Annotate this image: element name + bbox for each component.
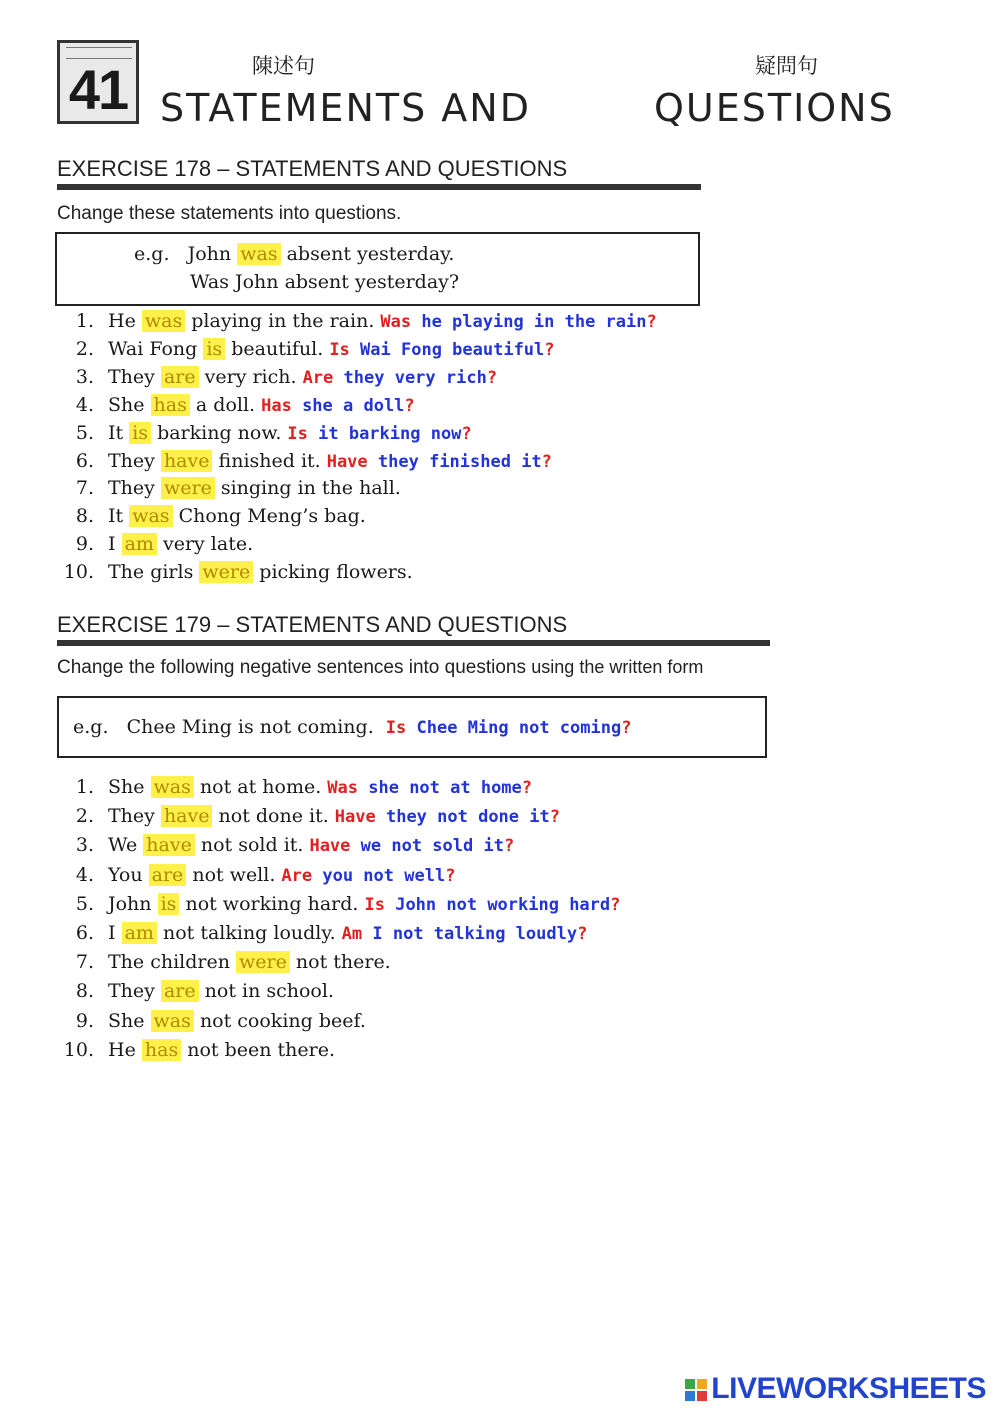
item-answer xyxy=(327,452,552,472)
example-rest: absent yesterday. xyxy=(286,243,455,265)
list-item xyxy=(58,1010,366,1038)
liveworksheets-logo xyxy=(685,1372,986,1406)
item-number: 1. xyxy=(75,776,94,798)
item-rest: barking now. xyxy=(157,421,282,444)
chinese-label-question: 疑問句 xyxy=(755,54,818,78)
list-item xyxy=(58,338,555,366)
item-verb-highlight: are xyxy=(161,980,199,1002)
exercise-178-example-box xyxy=(55,232,700,306)
list-item xyxy=(58,834,514,862)
item-subject: She xyxy=(108,1009,145,1032)
liveworksheets-brand: LIVEWORKSHEETS xyxy=(711,1372,986,1405)
item-rest: picking flowers. xyxy=(259,561,413,584)
item-number: 2. xyxy=(75,805,94,828)
item-verb-highlight: was xyxy=(151,776,194,798)
list-item xyxy=(58,951,391,979)
list-item xyxy=(58,922,587,950)
answer-question-mark: ? xyxy=(544,339,555,360)
item-subject: Wai Fong xyxy=(108,337,198,360)
example-verb-highlight: was xyxy=(237,243,280,265)
item-answer xyxy=(287,424,471,444)
item-answer xyxy=(281,866,455,886)
answer-verb: Have xyxy=(326,451,368,472)
item-statement xyxy=(108,980,334,1002)
item-answer xyxy=(364,895,620,915)
answer-question-mark: ? xyxy=(541,451,552,472)
item-number: 5. xyxy=(75,892,94,915)
item-number: 7. xyxy=(75,477,94,500)
example-179-label: e.g. xyxy=(73,716,109,738)
item-subject: We xyxy=(108,834,138,857)
list-item xyxy=(58,864,455,892)
answer-verb: Has xyxy=(261,395,292,416)
example-label: e.g. xyxy=(134,243,170,265)
item-number: 6. xyxy=(75,449,94,472)
item-rest: not in school. xyxy=(204,980,334,1003)
item-verb-highlight: were xyxy=(236,951,290,973)
item-rest: not there. xyxy=(295,951,391,974)
item-statement xyxy=(108,366,297,388)
list-item xyxy=(58,366,497,394)
answer-verb: Was xyxy=(380,312,412,332)
item-subject: He xyxy=(108,310,136,332)
item-statement xyxy=(108,310,374,332)
item-verb-highlight: are xyxy=(161,366,199,388)
answer-verb: Are xyxy=(302,367,334,388)
item-answer xyxy=(261,396,415,416)
item-subject: She xyxy=(108,393,145,416)
item-statement xyxy=(108,805,329,827)
list-item xyxy=(58,805,560,833)
answer-body: I not talking loudly xyxy=(372,924,578,944)
list-item xyxy=(58,893,620,921)
item-verb-highlight: am xyxy=(122,922,157,944)
item-number: 7. xyxy=(75,951,94,974)
item-number: 8. xyxy=(75,505,94,528)
item-statement xyxy=(108,776,321,798)
item-rest: not been there. xyxy=(187,1038,336,1061)
answer-question-mark: ? xyxy=(549,807,560,828)
item-number: 10. xyxy=(63,1038,94,1061)
exercise-179-instruction xyxy=(57,657,703,679)
item-answer xyxy=(329,340,554,360)
list-item xyxy=(58,1039,335,1067)
answer-body: it barking now xyxy=(318,423,462,444)
item-subject: They xyxy=(108,449,155,472)
answer-question-mark: ? xyxy=(486,367,498,388)
item-number: 10. xyxy=(63,561,94,584)
chinese-label-statement: 陳述句 xyxy=(252,54,315,78)
item-verb-highlight: have xyxy=(161,805,213,827)
item-verb-highlight: was xyxy=(151,1010,194,1032)
answer-question-mark: ? xyxy=(610,894,621,915)
item-verb-highlight: is xyxy=(158,893,180,915)
list-item xyxy=(58,561,413,589)
item-rest: very rich. xyxy=(204,365,297,388)
item-number: 1. xyxy=(75,310,94,332)
item-number: 3. xyxy=(75,365,94,388)
exercise-178-heading: EXERCISE 178 – STATEMENTS AND QUESTIONS xyxy=(57,156,568,181)
list-item xyxy=(58,505,366,533)
item-rest: not done it. xyxy=(218,805,329,828)
list-item xyxy=(58,422,472,450)
liveworksheets-icon xyxy=(685,1379,707,1401)
list-item xyxy=(58,776,532,804)
item-verb-highlight: are xyxy=(149,864,187,886)
answer-question-mark: ? xyxy=(646,312,657,332)
item-statement xyxy=(108,394,255,416)
item-number: 8. xyxy=(75,980,94,1003)
item-subject: I xyxy=(108,922,116,944)
item-verb-highlight: have xyxy=(143,834,195,856)
answer-verb: Is xyxy=(287,423,308,444)
item-rest: a doll. xyxy=(195,393,256,416)
answer-question-mark: ? xyxy=(503,836,515,857)
list-item xyxy=(58,477,401,505)
item-verb-highlight: has xyxy=(151,394,190,416)
item-answer xyxy=(309,836,514,856)
item-statement xyxy=(108,477,401,499)
item-rest: very late. xyxy=(162,533,254,556)
exercise-179-example-box xyxy=(57,696,767,758)
instruction-main: Change the following negative sentences into questions xyxy=(57,657,526,678)
item-number: 4. xyxy=(75,393,94,416)
answer-question-mark: ? xyxy=(461,423,472,444)
item-answer xyxy=(327,778,532,798)
answer-body: he playing in the rain xyxy=(421,312,647,332)
item-statement xyxy=(108,864,275,886)
item-subject: They xyxy=(108,365,155,388)
item-statement xyxy=(108,505,366,527)
unit-number: 41 xyxy=(68,58,128,121)
item-subject: It xyxy=(108,421,124,444)
answer-body: we not sold it xyxy=(360,836,504,857)
item-verb-highlight: am xyxy=(122,533,157,555)
item-rest: not working hard. xyxy=(185,892,359,915)
exercise-179-heading: EXERCISE 179 – STATEMENTS AND QUESTIONS xyxy=(57,612,568,637)
example-line-2: Was John absent yesterday? xyxy=(190,271,460,293)
item-number: 6. xyxy=(75,922,94,944)
exercise-178-divider xyxy=(57,184,701,190)
page-title-left: STATEMENTS AND xyxy=(160,86,531,130)
item-subject: You xyxy=(108,863,143,886)
item-answer xyxy=(303,368,498,388)
answer-body: you not well xyxy=(322,865,446,886)
answer-question-mark: ? xyxy=(577,924,588,944)
item-number: 5. xyxy=(75,421,94,444)
item-subject: John xyxy=(108,892,152,915)
item-statement xyxy=(108,893,358,915)
example-179-answer: Is Chee Ming not coming? xyxy=(385,718,632,738)
item-rest: beautiful. xyxy=(231,337,324,360)
item-rest: not sold it. xyxy=(200,834,304,857)
example-179-line xyxy=(73,716,631,738)
item-rest: not cooking beef. xyxy=(199,1009,366,1032)
item-verb-highlight: is xyxy=(129,422,151,444)
item-statement xyxy=(108,422,281,444)
item-rest: finished it. xyxy=(218,449,321,472)
item-subject: It xyxy=(108,505,124,528)
item-statement xyxy=(108,338,323,360)
item-rest: Chong Meng’s bag. xyxy=(178,505,366,528)
item-answer xyxy=(335,807,560,827)
answer-body: she not at home xyxy=(368,778,522,798)
page-title-right: QUESTIONS xyxy=(654,86,895,130)
item-rest: playing in the rain. xyxy=(191,310,375,332)
item-verb-highlight: were xyxy=(161,477,215,499)
item-statement xyxy=(108,450,321,472)
item-subject: The girls xyxy=(108,561,194,584)
list-item xyxy=(58,450,552,478)
item-statement xyxy=(108,922,336,944)
answer-verb: Am xyxy=(341,924,363,944)
item-verb-highlight: have xyxy=(161,450,213,472)
answer-body: they not done it xyxy=(385,807,550,828)
answer-body: they finished it xyxy=(377,451,542,472)
answer-question-mark: ? xyxy=(445,865,456,886)
answer-verb: Is xyxy=(329,339,350,360)
item-statement xyxy=(108,533,253,555)
item-subject: They xyxy=(108,805,155,828)
list-item xyxy=(58,980,334,1008)
exercise-179-divider xyxy=(57,640,770,646)
item-subject: They xyxy=(108,980,155,1003)
answer-body: Wai Fong beautiful xyxy=(360,339,545,360)
item-rest: not well. xyxy=(192,863,276,886)
item-answer xyxy=(342,924,588,944)
list-item xyxy=(58,533,253,561)
item-verb-highlight: were xyxy=(199,561,253,583)
item-rest: not at home. xyxy=(199,776,322,798)
list-item xyxy=(58,310,657,338)
item-rest: not talking loudly. xyxy=(162,922,336,944)
item-number: 9. xyxy=(75,533,94,556)
list-item xyxy=(58,394,415,422)
answer-verb: Was xyxy=(327,778,358,798)
item-subject: He xyxy=(108,1038,136,1061)
item-subject: They xyxy=(108,477,155,500)
item-number: 9. xyxy=(75,1009,94,1032)
answer-verb: Is xyxy=(364,894,385,915)
item-statement xyxy=(108,1010,366,1032)
exercise-178-instruction: Change these statements into questions. xyxy=(57,203,402,224)
item-statement xyxy=(108,561,413,583)
answer-body: John not working hard xyxy=(395,894,611,915)
item-rest: singing in the hall. xyxy=(220,477,401,500)
answer-body: she a doll xyxy=(302,395,405,416)
answer-verb: Have xyxy=(309,836,351,857)
example-179-sentence: Chee Ming is not coming. xyxy=(126,716,374,738)
answer-body: they very rich xyxy=(343,367,487,388)
item-verb-highlight: is xyxy=(203,338,225,360)
answer-verb: Have xyxy=(334,807,376,828)
answer-question-mark: ? xyxy=(404,395,415,416)
example-subject: John xyxy=(187,243,232,265)
item-verb-highlight: was xyxy=(129,505,172,527)
answer-verb: Are xyxy=(281,865,313,886)
item-verb-highlight: has xyxy=(142,1039,181,1061)
item-subject: The children xyxy=(108,951,230,974)
item-statement xyxy=(108,1039,335,1061)
instruction-extra: using the written form xyxy=(531,657,704,677)
item-statement xyxy=(108,834,303,856)
item-verb-highlight: was xyxy=(142,310,185,332)
item-number: 4. xyxy=(75,863,94,886)
item-subject: She xyxy=(108,776,145,798)
item-statement xyxy=(108,951,391,973)
unit-number-box xyxy=(57,40,139,124)
item-subject: I xyxy=(108,533,116,556)
item-number: 3. xyxy=(75,834,94,857)
item-number: 2. xyxy=(75,337,94,360)
answer-question-mark: ? xyxy=(521,778,533,798)
example-line-1 xyxy=(134,243,454,265)
item-answer xyxy=(380,312,656,332)
